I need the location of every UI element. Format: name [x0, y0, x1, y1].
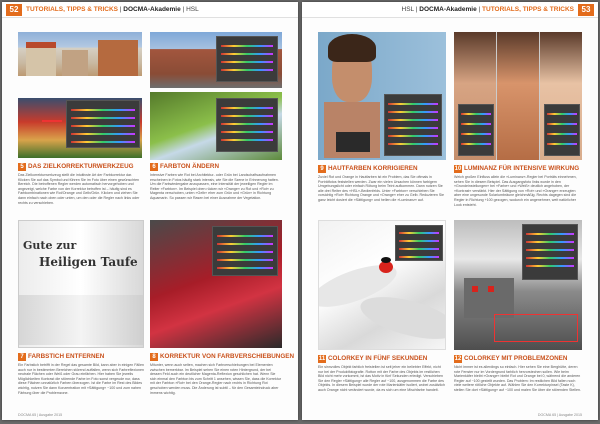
section-body: Welch großen Einfluss allein die »Luminanz«-Regler bei Porträts einnehmen, sehen Sie in diesem Beispiel. Das Ausgangsfoto links wurde in den »Grundeinstellungen« bei »Farbe« und »Weiß« deutlich angehoben, der »Kontrast« verstärkt. Hier der Sättigung von »Rot« und »Orange« erzeugten aber eine ungesunde Solariumbräune gleichmäßig. Rechts dagegen sind die Regler in Richtung +100 gezogen, wodurch ein angenehmer, weit natürlicher Look entsteht.: [454, 175, 577, 207]
header-text: [402, 5, 574, 15]
header-separator: |: [119, 6, 122, 13]
page-number: 52: [6, 4, 22, 16]
header-separator: |: [415, 6, 418, 13]
section-body: Ein sinnvolles Objekt farblich freistellen ist seit jeher ein beliebter Effekt, nicht nur bei der Produktfotografie. Rotton mit der Farbe des Objekts im restlichen Bild nicht mehr vorkommt, ist das Motiv in fünf Sekunden erledigt. Verschieben Sie den Regler »Sättigung« alle Regler auf −100, ausgenommen die Farbe des Objekts. In diesem Beispiel wurde der rote Marienkäfer isoliert, wobei zusätzlich auch Orange nicht verändert wurde, da es sich um eine Mischfarbe handelt.: [318, 365, 446, 392]
left-page: [2, 2, 298, 420]
header-publisher: DOCMA-Akademie: [419, 6, 477, 13]
section-heading: 10 LUMINANZ FÜR INTENSIVE WIRKUNG: [454, 165, 580, 172]
hsl-panel: [384, 94, 442, 156]
hsl-panel: [212, 226, 278, 276]
section-heading: 8 KORREKTUR VON FARBVERSCHIEBUNGEN: [150, 352, 294, 361]
right-page: [302, 2, 598, 420]
arrow-icon: [42, 120, 62, 122]
header-topic: HSL: [401, 6, 414, 13]
section-heading: 9 HAUTFARBEN KORRIGIEREN: [318, 164, 418, 173]
page-number: 53: [578, 4, 594, 16]
plaza-photo: [150, 32, 282, 88]
page-header: [2, 2, 298, 18]
header-publisher: DOCMA-Akademie: [123, 6, 181, 13]
section-body: Ein Farbstich betrifft in der Regel das gesamte Bild, kann aber in einigen Fällen auch nur in bestimmten Bereichen störend auffallen, wenn sich Farbreflexionen neutrale Flächen oder Weiß oder Grau einfärben. Hier haben Sie jeweils Möglichkeiten Kontrast die störende Farbe im Foto sonst vergeude nur, dass diese Flächen unnatürlich Farben überzogen. Ist die Farbe im Rest des Bildes wichtig, nutzen Sie dann Konzentration mit »Sättigung« −100 und zum nahen Färbung über die Problemzone.: [18, 363, 144, 395]
section-heading: 12 COLORKEY MIT PROBLEMZONEN: [454, 355, 568, 362]
header-section: TUTORIALS, TIPPS & TRICKS: [26, 6, 118, 13]
houses-photo: [18, 32, 142, 76]
section-heading: 11 COLORKEY IN FÜNF SEKUNDEN: [318, 355, 428, 362]
section-heading: 6 FARBTON ÄNDERN: [150, 162, 219, 171]
hsl-panel: [216, 98, 278, 152]
hsl-panel: [66, 100, 140, 148]
hsl-panel: [522, 224, 578, 280]
hsl-panel: [395, 225, 443, 261]
hsl-panel: [216, 36, 278, 82]
header-topic: HSL: [186, 6, 199, 13]
bottle-text: Gute zur: [23, 239, 77, 252]
section-body: Intensive Farben wie Rot bei Architektur- oder Grün bei Landschaftsaufnahmen erscheinen in Fotos häufig stark intensiv, wie Sie die Szene in Erinnerung hatten. Um die Farbwiedergabe anzupassen, eine Intensität der jeweiligen Regler im Reiter »Farbton«. Im Beispiel oben rücken wir »Orange« zu Rot und »Rot« zu Magenta verschoben, unten »Gelb« eher zum Grün und »Grün« in Richtung Aquamarin. So passen wir Rasen bei einer Ausnahme der Vegetation.: [150, 173, 279, 200]
hsl-panel: [458, 104, 494, 156]
bottle-text: Heiligen Taufe: [39, 255, 138, 269]
page-header: [302, 2, 598, 18]
section-heading: 5 DAS ZIELKORREKTURWERKZEUG: [18, 162, 134, 171]
page-footer: DOCMA 65 | Ausgabe 2015: [537, 413, 582, 417]
section-body: Zuviel Rot und Orange in Hautfarben ist ein Problem, das Sie oftmals in Porträtfotos feststellen werden. Zwar ein vielen Ursachen können farbigem Umgebungslicht oder einfach Rötung beim Teint aufkommen. Dann nutzen Sie alle drei Reiter des »HSL«-Bedienfelds. Unter »Farbton« verschieben Sie vorsichtig »Rot« Richtung Orange und »Orange« eher zu Gelb. Reduzieren Sie ganz leicht dosiert die »Sättigung« und hellen die »Luminanz« auf.: [318, 175, 445, 202]
waterfall-photo: [150, 92, 282, 160]
header-separator: |: [478, 6, 481, 13]
page-footer: DOCMA 65 | Ausgabe 2015: [18, 413, 63, 417]
red-car-photo: [150, 220, 282, 348]
bottle-photo: [18, 220, 144, 348]
section-body: Das Zielkorrekturwerkzeug stellt die intuitivste Art der Farbkorrektur dar. Klicken Sie auf das Symbol und führen Sie im Foto über einen gewünschten Bereich. Die betroffenen Regler werden automatisch hervorgehoben und angezeigt, welche Farbe von der Korrektur betroffen ist – häufig sind es Farbkombinationen wie Rot/Orange und Gelb/Grün. Klicken und ziehen Sie dann einfach nach oben oder unten, um den oder die Regler nach links oder rechts zu verschieben.: [18, 173, 140, 205]
houses-editing-photo: [18, 98, 142, 158]
section-body: Nicht immer ist es allerdings so einfach. Hier sehen Sie eine Berghütte, deren rote Fenster nur im Vordergrund farblich hervorstechen sollen. Wie beim Marienkäfer bleibt »Orange« bleibt Rot und Orange bei 0, während die anderen Regler auf −100 gestellt wurden. Das Problem: Im restlichen Bild fallen noch viele weitere rötliche Objekte auf. Wählen Sie den Korrekturpinsel (Taste K), stellen Sie dort »Sättigung« auf −100 und malen Sie über die störenden Stellen.: [454, 365, 581, 392]
ladybug-photo: [318, 220, 446, 350]
section-body: Mitunter, wenn auch selten, machen sich Farbverschiebungen bei Elementen zwischen bemerkbar. Im Beispiel sehen Sie einen roten Hintergrund, der bei dessen Feld auch ein deutlicher Magenta-Reflexion geschlichen hat. Wenn Sie sich einmal den Farbton bis zum Schritt 1 ansehen, wissen Sie, dass die Korrektur mit der Farbton »Rot« bei den Orange-Regler nach rechts in Richtung Rot geschoben werden muss. Die Änderung ist subtil – für den Gesamteindruck aber immens wichtig.: [150, 363, 282, 395]
header-section: TUTORIALS, TIPPS & TRICKS: [482, 6, 574, 13]
mountain-hut-photo: [454, 220, 582, 350]
hsl-panel: [544, 104, 580, 156]
section-heading: 7 FARBSTICH ENTFERNEN: [18, 352, 104, 361]
header-separator: |: [182, 6, 185, 13]
header-text: [26, 5, 199, 15]
faces-comparison-photo: [454, 32, 582, 160]
portrait-photo: [318, 32, 446, 160]
